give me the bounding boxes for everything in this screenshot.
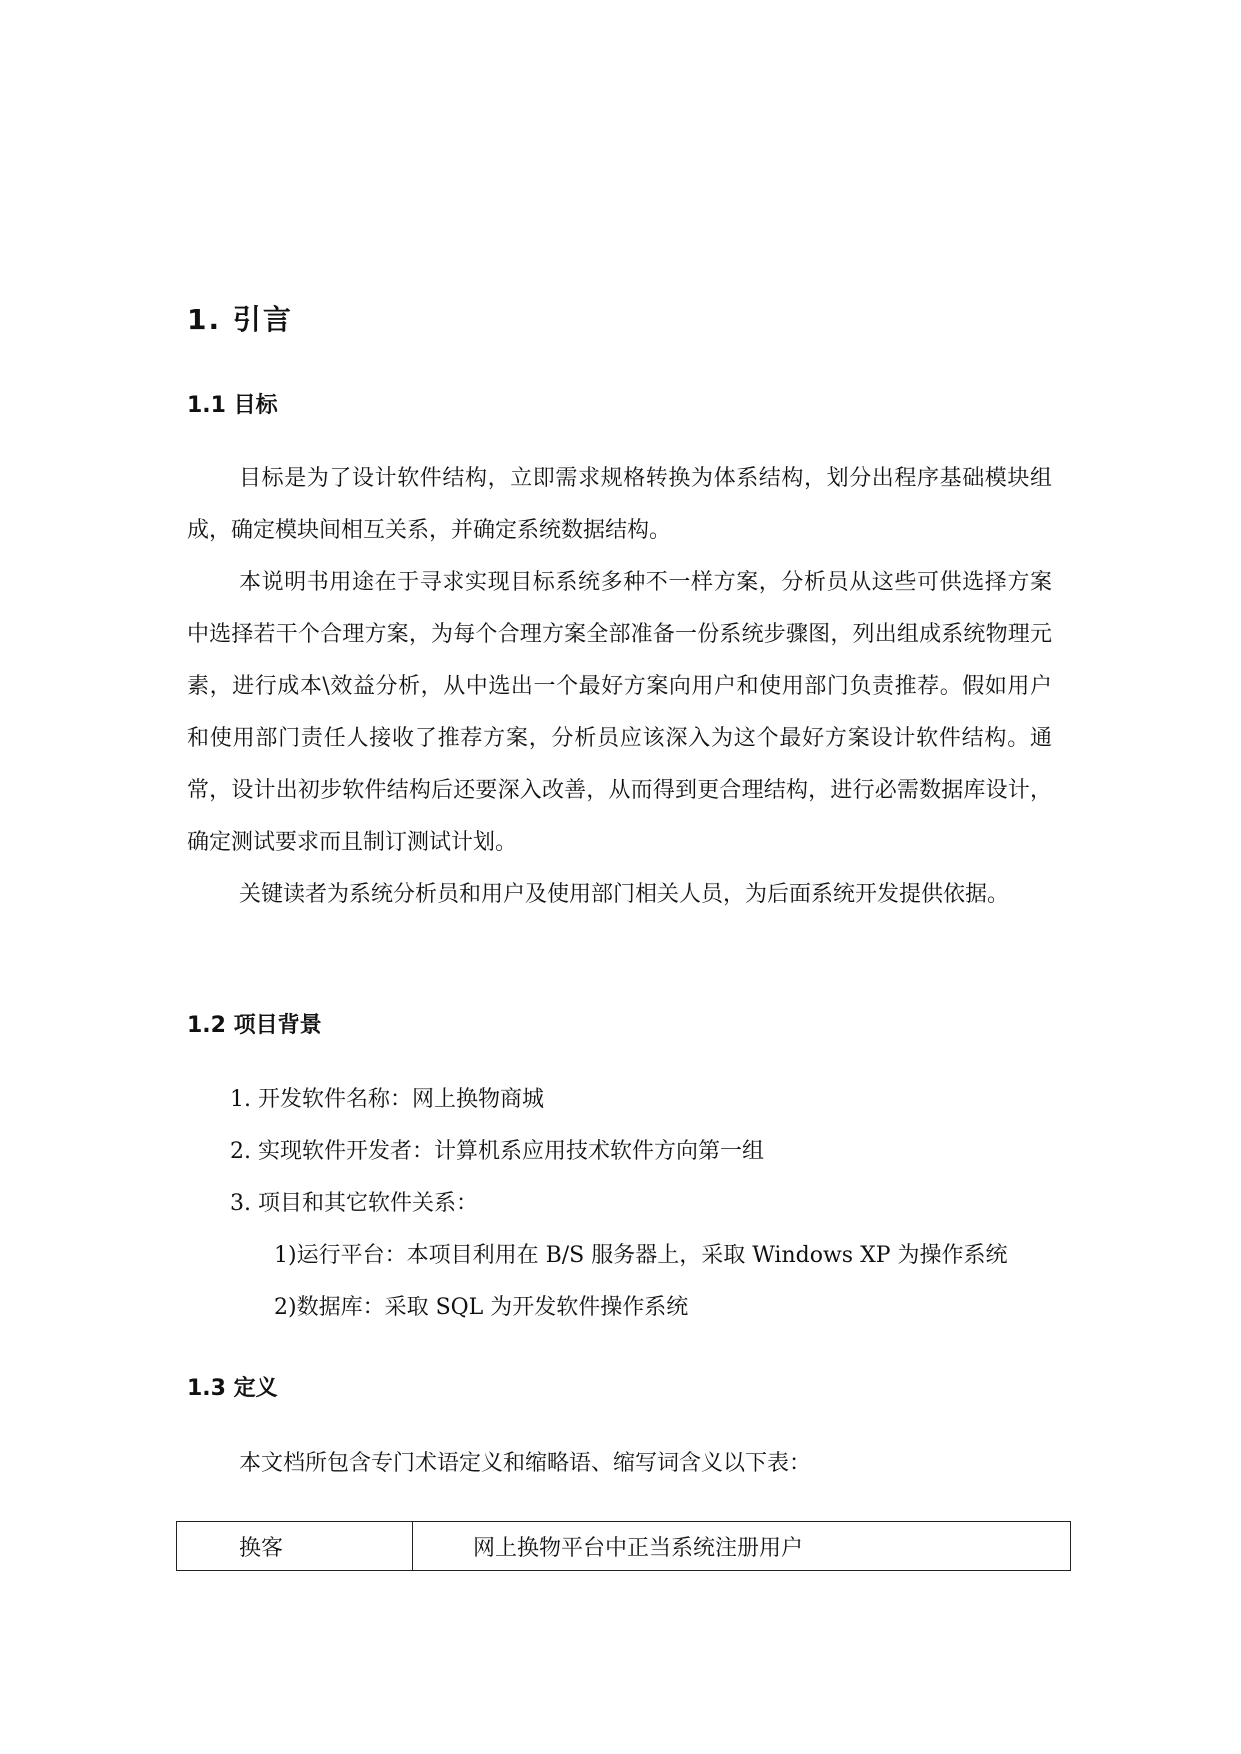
definitions-intro: 本文档所包含专门术语定义和缩略语、缩写词含义以下表：	[239, 1451, 812, 1476]
background-item-2: 2. 实现软件开发者：计算机系应用技术软件方向第一组	[230, 1139, 764, 1164]
goal-heading: 1.1 目标	[187, 393, 278, 418]
section-title: 1. 引言	[187, 303, 293, 336]
definitions-table	[176, 1521, 1071, 1571]
background-subitem-1: 1)运行平台：本项目利用在 B/S 服务器上，采取 Windows XP 为操作系统	[274, 1243, 1008, 1268]
term-cell: 换客	[177, 1522, 413, 1571]
description-cell: 网上换物平台中正当系统注册用户	[413, 1522, 1071, 1571]
goal-paragraph-3: 关键读者为系统分析员和用户及使用部门相关人员，为后面系统开发提供依据。	[239, 882, 1010, 907]
goal-paragraph-1: 目标是为了设计软件结构，立即需求规格转换为体系结构，划分出程序基础模块组成，确定模块间相互关系，并确定系统数据结构。	[187, 466, 1052, 543]
background-subitem-2: 2)数据库：采取 SQL 为开发软件操作系统	[274, 1295, 689, 1320]
background-item-3: 3. 项目和其它软件关系：	[230, 1191, 478, 1216]
definitions-heading: 1.3 定义	[187, 1376, 278, 1401]
goal-paragraph-2: 本说明书用途在于寻求实现目标系统多种不一样方案，分析员从这些可供选择方案中选择若干个合理方案，为每个合理方案全部准备一份系统步骤图，列出组成系统物理元素，进行成本\效益分析，从中选出一个最好方案向用户和使用部门负责推荐。假如用户和使用部门责任人接收了推荐方案，分析员应该深入为这个最好方案设计软件结构。通常，设计出初步软件结构后还要深入改善，从而得到更合理结构，进行必需数据库设计，确定测试要求而且制订测试计划。	[187, 570, 1052, 855]
table-row	[177, 1522, 1071, 1571]
background-item-1: 1. 开发软件名称：网上换物商城	[230, 1087, 544, 1112]
background-heading: 1.2 项目背景	[187, 1013, 322, 1038]
